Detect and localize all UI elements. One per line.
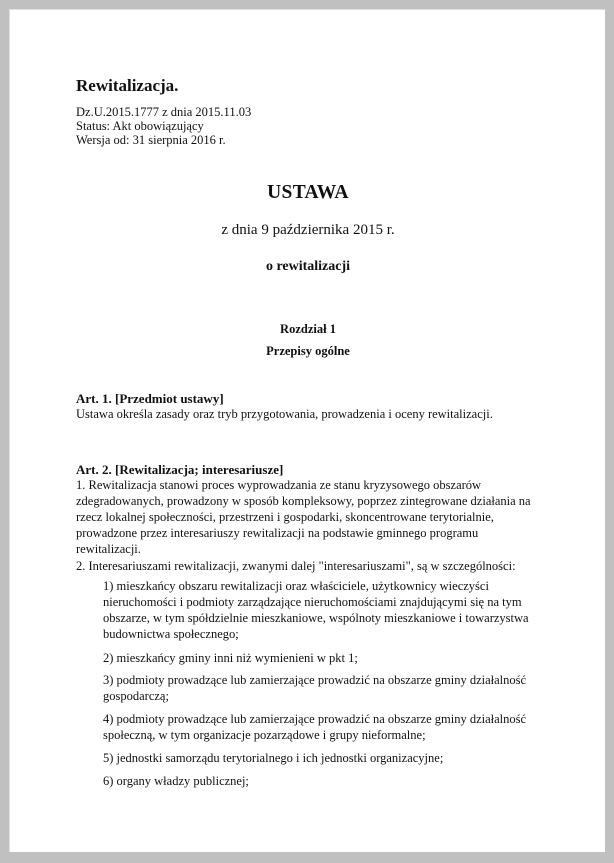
article-1-paragraph: Ustawa określa zasady oraz tryb przygotowania, prowadzenia i oceny rewitalizacji.	[76, 407, 493, 421]
document-title: Rewitalizacja.	[76, 76, 179, 95]
list-item: 4) podmioty prowadzące lub zamierzające prowadzić na obszarze gminy działalność społeczną, w tym organizacje pozarządowe i grupy nieformalne;	[103, 712, 527, 742]
document-page	[9, 9, 605, 852]
act-date: z dnia 9 października 2015 r.	[221, 222, 395, 238]
publication-reference: Dz.U.2015.1777 z dnia 2015.11.03	[76, 105, 252, 119]
act-type-heading: USTAWA	[267, 182, 349, 203]
article-2-heading: Art. 2. [Rewitalizacja; interesariusze]	[76, 462, 284, 477]
list-item: 1) mieszkańcy obszaru rewitalizacji oraz właściciele, użytkownicy wieczyści nieruchomości i podmioty zarządzające nieruchomościami znajdującymi się na tym obszarze, w tym spółdzielnie mieszkaniowe, wspólnoty mieszkaniowe i towarzystwa budownictwa społecznego;	[103, 579, 529, 641]
article-1-heading: Art. 1. [Przedmiot ustawy]	[76, 391, 224, 406]
list-item: 6) organy władzy publicznej;	[103, 774, 249, 788]
version-text: Wersja od: 31 sierpnia 2016 r.	[76, 133, 226, 147]
list-item: 3) podmioty prowadzące lub zamierzające prowadzić na obszarze gminy działalność gospodarczą;	[103, 673, 527, 703]
status-text: Status: Akt obowiązujący	[76, 119, 204, 133]
article-2-paragraph-1: 1. Rewitalizacja stanowi proces wyprowadzania ze stanu kryzysowego obszarów zdegradowanych, prowadzony w sposób kompleksowy, poprzez zintegrowane działania na rzecz lokalnej społeczności, przestrzeni i gospodarki, skoncentrowane terytorialnie, prowadzone przez interesariuszy rewitalizacji na podstawie gminnego programu rewitalizacji.	[76, 478, 531, 556]
list-item: 2) mieszkańcy gminy inni niż wymienieni w pkt 1;	[103, 651, 358, 665]
article-2-paragraph-2: 2. Interesariuszami rewitalizacji, zwanymi dalej "interesariuszami", są w szczególności:	[76, 559, 516, 573]
chapter-number: Rozdział 1	[280, 322, 336, 336]
chapter-title: Przepisy ogólne	[266, 344, 350, 358]
list-item: 5) jednostki samorządu terytorialnego i ich jednostki organizacyjne;	[103, 751, 444, 765]
act-subject: o rewitalizacji	[265, 259, 351, 274]
